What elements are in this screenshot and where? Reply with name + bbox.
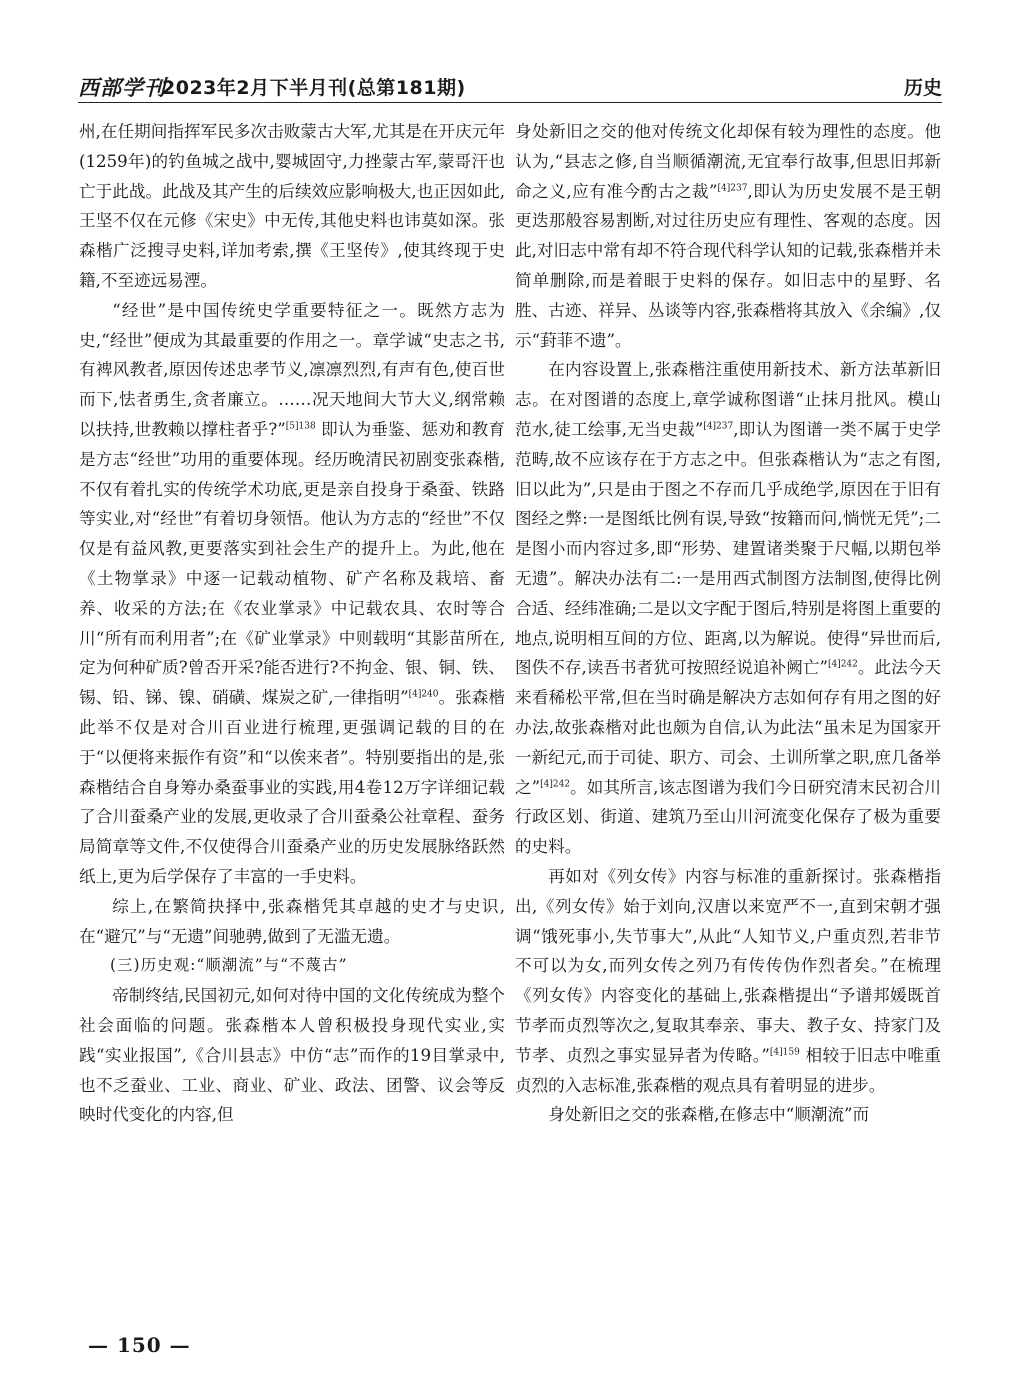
header-rule — [78, 102, 942, 103]
body-paragraph — [79, 981, 505, 1130]
body-paragraph — [79, 117, 505, 296]
citation-marker: [4]242 — [827, 659, 858, 670]
paragraph-text: 。如其所言,该志图谱为我们今日研究清末民初合川行政区划、街道、建筑乃至山川河流变化保存了极为重要的史料。 — [515, 777, 941, 857]
citation-marker: [4]240 — [408, 689, 439, 700]
citation-marker: [5]138 — [285, 421, 316, 432]
paragraph-text: 相较于旧志中唯重贞烈的入志标准,张森楷的观点具有着明显的进步。 — [515, 1045, 941, 1095]
journal-logo: 西部学刊 — [78, 75, 166, 100]
paragraph-text: 即认为垂鉴、惩劝和教育是方志“经世”功用的重要体现。经历晚清民初剧变张森楷,不仅有着扎实的传统学术功底,更是亲自投身于桑蚕、铁路等实业,对“经世”有着切身领悟。他认为方志的“经世”不仅仅是有益风教,更要落实到社会生产的提升上。为此,他在《土物掌录》中逐一记载动植物、矿产名称及栽培、畜养、收采的方法;在《农业掌录》中记载农具、农时等合川“所有而利用者”;在《矿业掌录》中则载明“其影苗所在,定为何种矿质?曾否开采?能否进行?不拘金、银、铜、铁、锡、铅、锑、镍、硝磺、煤炭之矿,一律指明” — [79, 419, 505, 708]
citation-marker: [4]237 — [717, 183, 748, 194]
body-paragraph — [515, 355, 941, 862]
paragraph-text: 综上,在繁简抉择中,张森楷凭其卓越的史才与史识,在“避冗”与“无遗”间驰骋,做到了无滥无遗。 — [79, 896, 505, 946]
paragraph-text: 州,在任期间指挥军民多次击败蒙古大军,尤其是在开庆元年(1259年)的钓鱼城之战中,婴城固守,力挫蒙古军,蒙哥汗也亡于此战。此战及其产生的后续效应影响极大,也正因如此,王坚不仅在元修《宋史》中无传,其他史料也讳莫如深。张森楷广泛搜寻史料,详加考索,撰《王坚传》,使其终现于史籍,不至迹远易湮。 — [79, 122, 505, 290]
page-number: — 150 — — [88, 1333, 191, 1357]
citation-marker: [4]159 — [769, 1047, 800, 1058]
body-paragraph — [515, 862, 941, 1100]
paragraph-text: 帝制终结,民国初元,如何对待中国的文化传统成为整个社会面临的问题。张森楷本人曾积极投身现代实业,实践“实业报国”,《合川县志》中仿“志”而作的19目掌录中,也不乏蚕业、工业、商业、矿业、政法、团警、议会等反映时代变化的内容,但 — [79, 986, 505, 1125]
left-column — [79, 117, 505, 1317]
citation-marker: [4]242 — [540, 779, 571, 789]
body-paragraph — [515, 117, 941, 355]
body-paragraph — [79, 296, 505, 892]
issue-info: 2023年2月下半月刊(总第181期) — [162, 77, 466, 99]
paragraph-text: ,即认为图谱一类不属于史学范畴,故不应该存在于方志之中。但张森楷认为“志之有图,旧以此为”,只是由于图之不存而几乎成绝学,原因在于旧有图经之弊:一是图纸比例有误,导致“按籍而问,惝恍无凭”;二是图小而内容过多,即“形势、建置诸类聚于尺幅,以期包举无遗”。解决办法有二:一是用西式制图方法制图,使得比例合适、经纬准确;二是以文字配于图后,特别是将图上重要的地点,说明相互间的方位、距离,以为解说。使得“异世而后,图佚不存,读吾书者犹可按照经说追补阙亡” — [515, 419, 941, 678]
paragraph-text: 。张森楷此举不仅是对合川百业进行梳理,更强调记载的目的在于“以便将来振作有资”和“以俟来者”。特别要指出的是,张森楷结合自身筹办桑蚕事业的实践,用4卷12万字详细记载了合川蚕桑产业的发展,更收录了合川蚕桑公社章程、蚕务局简章等文件,不仅使得合川蚕桑产业的历史发展脉络跃然纸上,更为后学保存了丰富的一手史料。 — [79, 688, 505, 886]
paragraph-text: 在内容设置上,张森楷注重使用新技术、新方法革新旧志。在对图谱的态度上,章学诚称图谱“止抹月批风。模山范水,徒工绘事,无当史裁” — [515, 360, 941, 439]
paragraph-text: 再如对《列女传》内容与标准的重新探讨。张森楷指出,《列女传》始于刘向,汉唐以来宽严不一,直到宋朝才强调“饿死事小,失节事大”,从此“人知节义,户重贞烈,若非节不可以为女,而列女传之列乃有传传伪作烈者矣。”在梳理《列女传》内容变化的基础上,张森楷提出“予谱邦媛既首节孝而贞烈等次之,复取其奉亲、事夫、教子女、持家门及节孝、贞烈之事实显异者为传略。” — [515, 866, 941, 1065]
section-name: 历史 — [903, 77, 942, 99]
section-subheading — [79, 951, 505, 981]
paragraph-text: ,即认为历史发展不是王朝更迭那般容易割断,对过往历史应有理性、客观的态度。因此,对旧志中常有却不符合现代科学认知的记载,张森楷并未简单删除,而是着眼于史料的保存。如旧志中的星野、名胜、古迹、祥异、丛谈等内容,张森楷将其放入《余编》,仅示“葑菲不遗”。 — [515, 181, 941, 350]
paragraph-text: (三)历史观:“顺潮流”与“不蔑古” — [110, 956, 348, 975]
paragraph-text: 。此法今天来看稀松平常,但在当时确是解决方志如何存有用之图的好办法,故张森楷对此也颇为自信,认为此法“虽未足为国家开一新纪元,而于司徒、职方、司会、土训所掌之职,庶几备举之” — [515, 658, 941, 797]
running-header — [78, 70, 942, 100]
paragraph-text: 身处新旧之交的他对传统文化却保有较为理性的态度。他认为,“县志之修,自当顺循潮流,无宜奉行故事,但思旧邦新命之义,应有准今酌古之裁” — [515, 122, 941, 201]
body-paragraph — [515, 1100, 941, 1130]
right-column — [515, 117, 941, 1317]
citation-marker: [4]237 — [703, 421, 734, 432]
body-paragraph — [79, 892, 505, 952]
paragraph-text: 身处新旧之交的张森楷,在修志中“顺潮流”而 — [548, 1105, 870, 1125]
paragraph-text: “经世”是中国传统史学重要特征之一。既然方志为史,“经世”便成为其最重要的作用之一。章学诚“史志之书,有裨风教者,原因传述忠孝节义,凛凛烈烈,有声有色,使百世而下,怯者勇生,贪者廉立。……况天地间大节大义,纲常赖以扶持,世教赖以撑柱者乎?” — [79, 300, 505, 439]
